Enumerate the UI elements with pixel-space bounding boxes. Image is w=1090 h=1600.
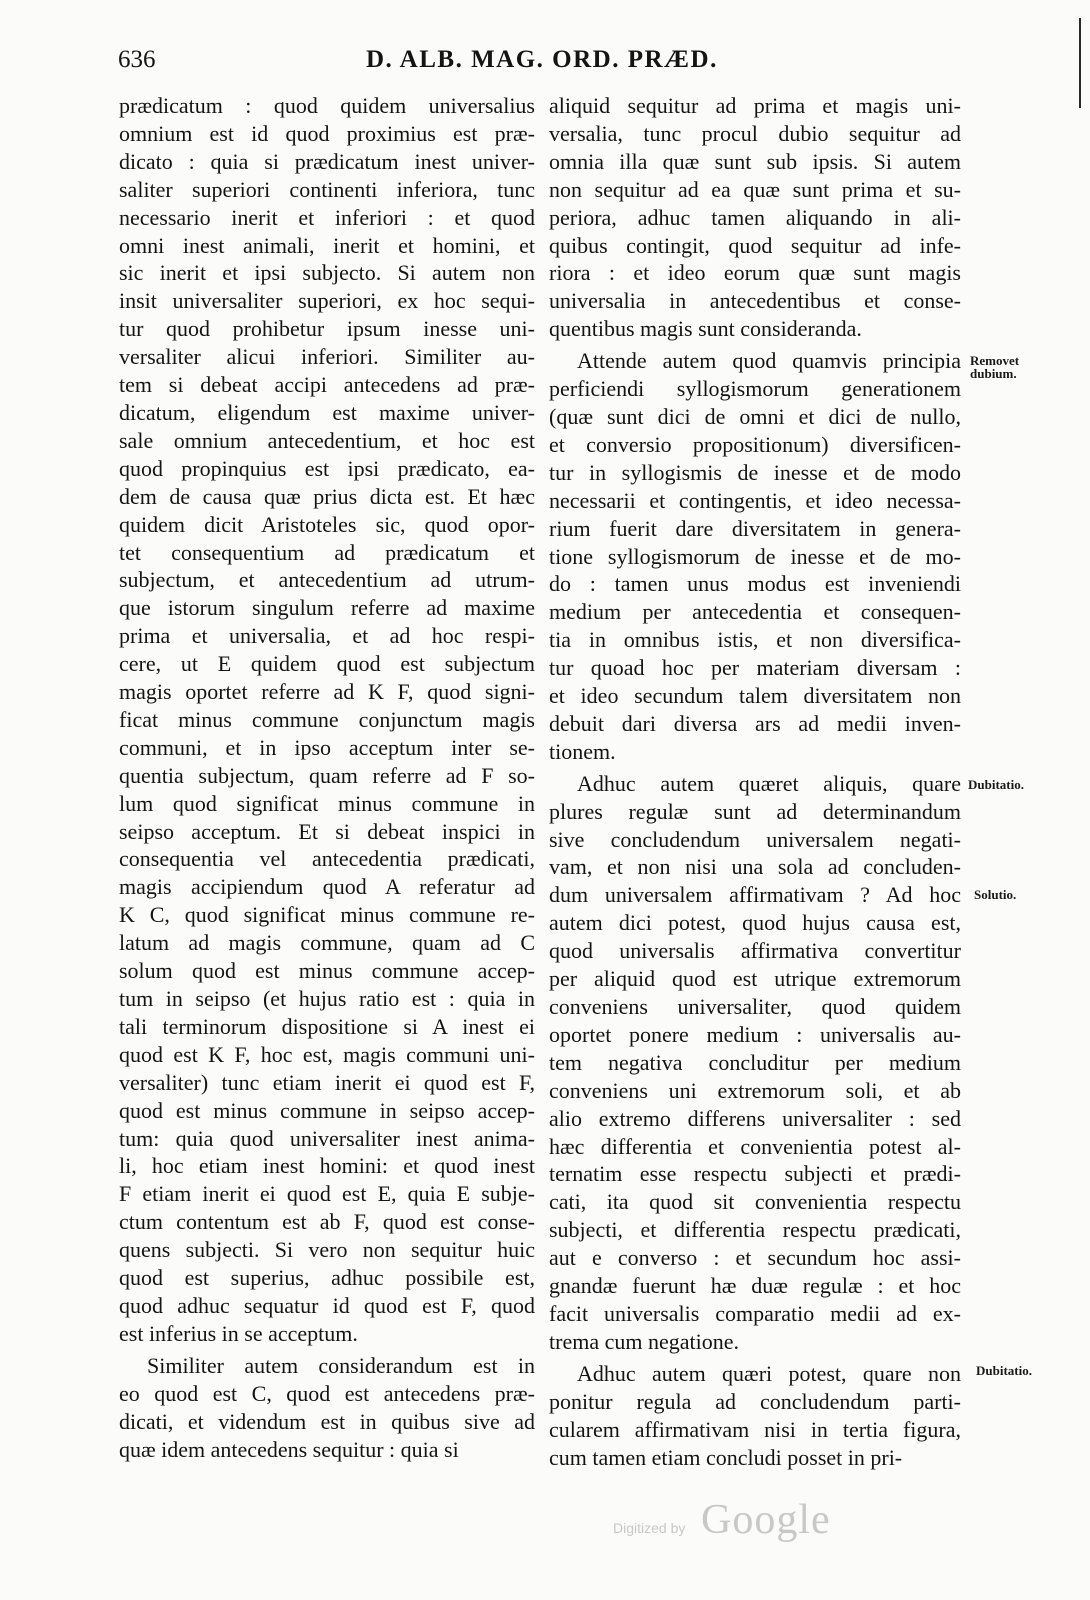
text-line: sale omnium antecedentium, et hoc est: [119, 427, 535, 453]
running-title: D. ALB. MAG. ORD. PRÆD.: [366, 46, 718, 73]
text-line: quidem dicit Aristoteles sic, quod opor-: [119, 511, 535, 537]
margin-note-dubitatio: Dubitatio.: [968, 777, 1024, 792]
text-line: ficat minus commune conjunctum magis: [119, 706, 535, 732]
text-line: est inferius in se acceptum.: [119, 1320, 358, 1346]
text-line: latum ad magis commune, quam ad C: [119, 930, 535, 956]
text-line: prima et universalia, et ad hoc respi-: [119, 623, 535, 649]
text-line: tem si debeat accipi antecedens ad præ-: [119, 372, 535, 398]
text-line: debuit dari diversa ars ad medii inven-: [549, 710, 961, 736]
text-line: necessarii et contingentis, et ideo necessa-: [549, 487, 961, 513]
text-line: autem dici potest, quod hujus causa est,: [549, 910, 961, 936]
text-line: tet consequentium ad prædicatum et: [119, 539, 535, 565]
page-number: 636: [118, 46, 156, 73]
text-line: tur quod prohibetur ipsum inesse uni-: [119, 316, 535, 342]
text-line: subjecti, et differentia respectu prædicati,: [549, 1217, 961, 1243]
text-line: tur quoad hoc per materiam diversam :: [549, 655, 961, 681]
page-header: [118, 46, 980, 76]
text-line: dicatum, eligendum est maxime univer-: [119, 399, 535, 425]
text-line: magis oportet referre ad K F, quod signi-: [119, 679, 535, 705]
text-line: conveniens uni extremorum soli, et ab: [549, 1077, 961, 1103]
text-line: tur in syllogismis de inesse et de modo: [549, 459, 961, 485]
text-line: tem negativa concluditur per medium: [549, 1049, 961, 1075]
text-line: rium fuerit dare diversitatem in genera-: [549, 515, 961, 541]
margin-note-line: dubium.: [970, 366, 1017, 381]
text-line: quod est minus commune in seipso accep-: [119, 1097, 535, 1123]
text-line: et conversio propositionum) diversificen-: [549, 431, 961, 457]
text-line: omni inest animali, inerit et homini, et: [119, 232, 535, 258]
text-line: universalia in antecedentibus et conse-: [549, 288, 961, 314]
text-line: medium per antecedentia et consequen-: [549, 599, 961, 625]
text-line: Adhuc autem quæret aliquis, quare: [577, 770, 961, 796]
margin-note-removet-dubium: [970, 354, 1019, 380]
text-line: communi, et in ipso acceptum inter se-: [119, 734, 535, 760]
text-line: versaliter alicui inferiori. Similiter au-: [119, 344, 535, 370]
text-line: insit universaliter superiori, ex hoc sequi-: [119, 288, 535, 314]
text-line: ternatim esse respectu subjecti et prædi-: [549, 1161, 961, 1187]
text-line: quod universalis affirmativa convertitur: [549, 938, 961, 964]
text-line: quentia subjectum, quam referre ad F so-: [119, 762, 535, 788]
text-line: gnandæ fuerunt hæ duæ regulæ : et hoc: [549, 1273, 961, 1299]
text-line: aliquid sequitur ad prima et magis uni-: [549, 93, 961, 118]
text-line: hæc differentia et convenientia potest al-: [549, 1133, 961, 1159]
text-line: necessario inerit et inferiori : et quod: [119, 204, 535, 230]
text-line: dicati, et videndum est in quibus sive ad: [119, 1408, 535, 1434]
text-line: tione syllogismorum de inesse et de mo-: [549, 543, 961, 569]
text-line: vam, et non nisi una sola ad concluden-: [549, 854, 961, 880]
text-line: F etiam inerit ei quod est E, quia E subje-: [119, 1181, 535, 1207]
text-line: dum universalem affirmativam ? Ad hoc: [549, 882, 961, 908]
text-line: (quæ sunt dici de omni et dici de nullo,: [549, 403, 961, 429]
text-line: alio extremo differens universaliter : sed: [549, 1105, 961, 1131]
text-line: subjectum, et antecedentium ad utrum-: [119, 567, 535, 593]
text-line: cum tamen etiam concludi posset in pri-: [549, 1444, 903, 1470]
text-line: consequentia vel antecedentia prædicati,: [119, 846, 535, 872]
text-line: tum: quia quod universaliter inest anima-: [119, 1125, 535, 1151]
text-line: dicato : quia si prædicatum inest univer-: [119, 148, 535, 174]
text-line: tia in omnibus istis, et non diversifica-: [549, 627, 961, 653]
text-line: cularem affirmativam nisi in tertia figura,: [549, 1416, 961, 1442]
text-line: solum quod est minus commune accep-: [119, 958, 535, 984]
text-line: oportet ponere medium : universalis au-: [549, 1021, 961, 1047]
text-line: ponitur regula ad concludendum parti-: [549, 1388, 961, 1414]
text-line: sic inerit et ipsi subjecto. Si autem non: [119, 260, 535, 286]
text-line: quæ idem antecedens sequitur : quia si: [119, 1436, 459, 1462]
text-line: lum quod significat minus commune in: [119, 790, 535, 816]
text-line: versaliter) tunc etiam inerit ei quod est F,: [119, 1069, 535, 1095]
text-line: plures regulæ sunt ad determinandum: [549, 798, 961, 824]
scan-edge-rule: [1079, 18, 1081, 108]
text-line: cere, ut E quidem quod est subjectum: [119, 651, 535, 677]
text-line: et ideo secundum talem diversitatem non: [549, 683, 961, 709]
text-line: sive concludendum universalem negati-: [549, 826, 961, 852]
text-line: riora : et ideo eorum quæ sunt magis: [549, 260, 961, 286]
text-line: periora, adhuc tamen aliquando in ali-: [549, 204, 961, 230]
margin-note-dubitatio-2: Dubitatio.: [976, 1363, 1032, 1378]
text-line: seipso acceptum. Et si debeat inspici in: [119, 818, 535, 844]
text-line: quibus contingit, quod sequitur ad infe-: [549, 232, 961, 258]
text-line: omnium est id quod proximius est præ-: [119, 120, 535, 146]
text-line: facit universalis comparatio medii ad ex-: [549, 1300, 961, 1326]
watermark-digitized-by: Digitized by: [613, 1520, 686, 1536]
text-line: aut e converso : et secundum hoc assi-: [549, 1245, 961, 1271]
text-line: Adhuc autem quæri potest, quare non: [577, 1360, 961, 1386]
text-line: per aliquid quod est utrique extremorum: [549, 966, 961, 992]
text-line: omnia illa quæ sunt sub ipsis. Si autem: [549, 148, 961, 174]
text-line: prædicatum : quod quidem universalius: [119, 93, 535, 118]
text-line: eo quod est C, quod est antecedens præ-: [119, 1380, 535, 1406]
left-text-column: [119, 92, 535, 1463]
margin-note-line: Removet: [970, 353, 1020, 368]
margin-note-solutio: Solutio.: [974, 887, 1017, 902]
text-line: que istorum singulum referre ad maxime: [119, 595, 535, 621]
text-line: non sequitur ad ea quæ sunt prima et su-: [549, 176, 961, 202]
text-line: saliter superiori continenti inferiora, tunc: [119, 176, 535, 202]
text-line: quod est K F, hoc est, magis communi uni-: [119, 1041, 535, 1067]
text-line: tali terminorum dispositione si A inest ei: [119, 1013, 535, 1039]
text-line: magis accipiendum quod A referatur ad: [119, 874, 535, 900]
right-text-column: [549, 92, 961, 1471]
text-line: quod adhuc sequatur id quod est F, quod: [119, 1292, 535, 1318]
text-line: perficiendi syllogismorum generationem: [549, 376, 961, 402]
text-line: conveniens universaliter, quod quidem: [549, 994, 961, 1019]
text-line: versalia, tunc procul dubio sequitur ad: [549, 120, 961, 146]
text-line: quod est superius, adhuc possibile est,: [119, 1265, 535, 1291]
text-line: Attende autem quod quamvis principia: [577, 348, 961, 374]
text-line: cati, ita quod sit convenientia respectu: [549, 1189, 961, 1215]
text-line: quod propinquius est ipsi prædicato, ea-: [119, 455, 535, 481]
text-line: trema cum negatione.: [549, 1328, 739, 1354]
text-line: dem de causa quæ prius dicta est. Et hæc: [119, 483, 535, 509]
text-line: tum in seipso (et hujus ratio est : quia in: [119, 986, 535, 1011]
watermark-google-logo: Google: [701, 1497, 831, 1543]
text-line: ctum contentum est ab F, quod est conse-: [119, 1209, 535, 1235]
text-line: tionem.: [549, 738, 616, 764]
text-line: Similiter autem considerandum est in: [147, 1352, 535, 1378]
text-line: quentibus magis sunt consideranda.: [549, 316, 862, 342]
text-line: do : tamen unus modus est inveniendi: [549, 571, 961, 597]
text-line: quens subjecti. Si vero non sequitur huic: [119, 1237, 535, 1263]
text-line: li, hoc etiam inest homini: et quod inest: [119, 1153, 535, 1179]
text-line: K C, quod significat minus commune re-: [119, 902, 535, 928]
